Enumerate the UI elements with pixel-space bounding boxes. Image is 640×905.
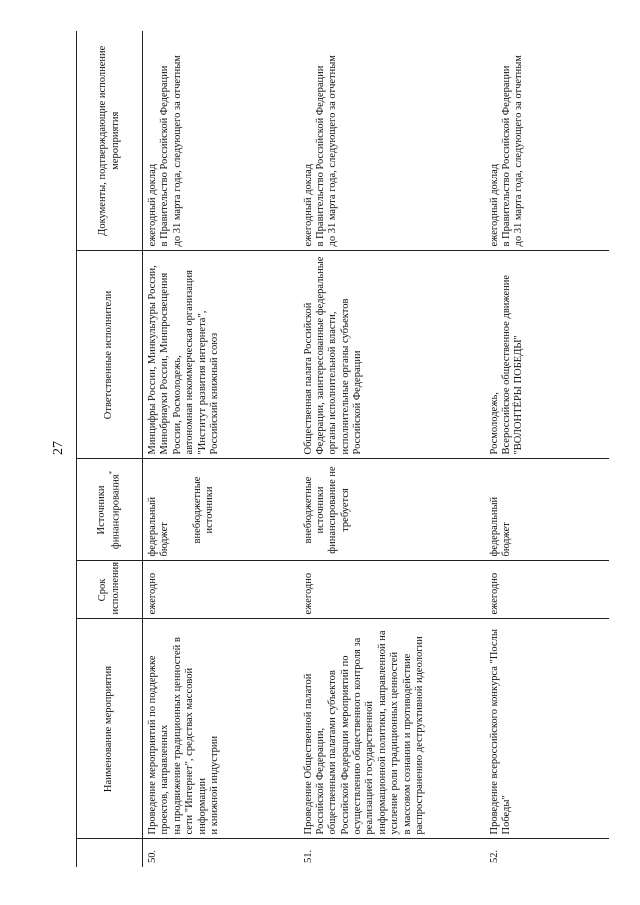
measures-table bbox=[76, 31, 609, 867]
header-executors: Ответственные исполнители bbox=[77, 251, 143, 459]
row-sources-extra: внебюджетные источники bbox=[191, 476, 216, 544]
row-sources: внебюджетные источники финансирование не требуется bbox=[299, 459, 485, 561]
page-number: 27 bbox=[51, 441, 66, 455]
row-measure-name: Проведение всероссийского конкурса "Послы Победы" bbox=[485, 619, 609, 839]
header-sources-footnote-mark: * bbox=[108, 470, 117, 475]
row-number: 52. bbox=[488, 849, 500, 863]
row-sources bbox=[143, 459, 299, 561]
row-measure-name: Проведение Общественной палатой Российской Федерации, общественными палатами субъектов Российской Федерации мероприятий по осуществлению общественного контроля за реализацией государственной информационной политики, направленной на усиление роли традиционных ценностей в массовом сознании и противодействие распространению деструктивной идеологии bbox=[299, 619, 485, 839]
row-executors: Росмолодежь, Всероссийское общественное движение "ВОЛОНТЁРЫ ПОБЕДЫ" bbox=[485, 251, 609, 459]
table-header-row bbox=[77, 31, 143, 867]
rotated-table-wrapper bbox=[76, 31, 608, 867]
row-term: ежегодно bbox=[299, 561, 485, 619]
row-executors: Минцифры России, Минкультуры России, Минобрнауки России, Минпросвещения России, Росмолодежь, автономная некоммерческая организация "Институт развития интернета", Российский книжный союз bbox=[143, 251, 299, 459]
table-row bbox=[485, 31, 609, 867]
row-number: 50. bbox=[147, 849, 158, 863]
row-measure-name: Проведение мероприятий по поддержке проектов, направленных на продвижение традиционных ценностей в сети "Интернет", средствах массовой информации и книжной индустрии bbox=[143, 619, 299, 839]
row-documents: ежегодный доклад в Правительство Российской Федерации до 31 марта года, следующего за отчетным bbox=[485, 31, 609, 251]
header-sources bbox=[77, 459, 143, 561]
table-row bbox=[143, 31, 299, 867]
header-num bbox=[77, 839, 143, 867]
row-term: ежегодно bbox=[143, 561, 299, 619]
table-row bbox=[299, 31, 485, 867]
header-documents: Документы, подтверждающие исполнение мероприятия bbox=[77, 31, 143, 251]
header-name: Наименование мероприятия bbox=[77, 619, 143, 839]
row-documents: ежегодный доклад в Правительство Российской Федерации до 31 марта года, следующего за отчетным bbox=[143, 31, 299, 251]
row-number: 51. bbox=[302, 849, 314, 863]
row-sources: федеральный бюджет bbox=[485, 459, 609, 561]
row-documents: ежегодный доклад в Правительство Российской Федерации до 31 марта года, следующего за отчетным bbox=[299, 31, 485, 251]
header-term: Срок исполнения bbox=[77, 561, 143, 619]
row-term: ежегодно bbox=[485, 561, 609, 619]
header-sources-label: Источники финансирования bbox=[95, 474, 122, 550]
row-sources-primary: федеральный бюджет bbox=[147, 496, 171, 557]
row-executors: Общественная палата Российской Федерации, заинтересованные федеральные органы исполнительной власти, исполнительные органы субъектов Российской Федерации bbox=[299, 251, 485, 459]
